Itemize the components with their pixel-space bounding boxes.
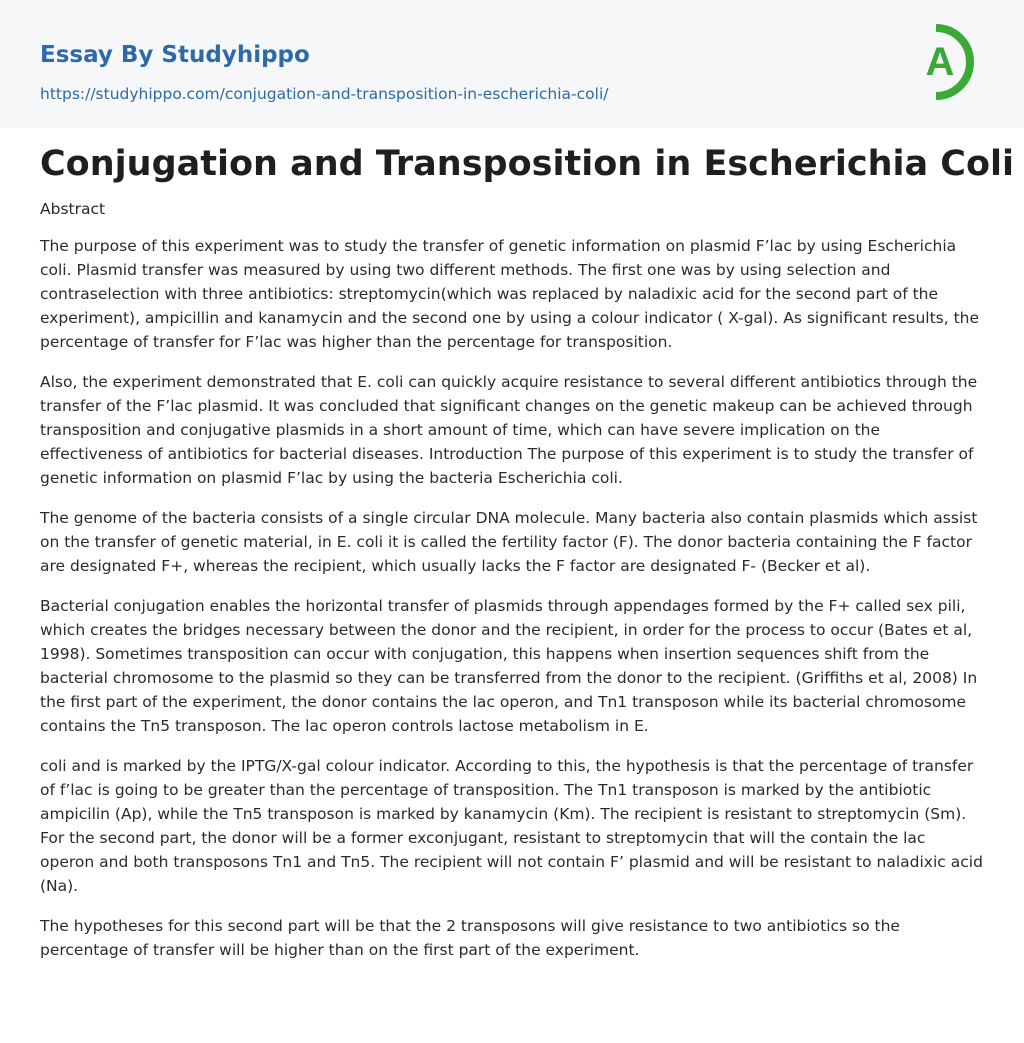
logo-icon[interactable] [912,18,988,106]
paragraph: The genome of the bacteria consists of a single circular DNA molecule. Many bacteria also contain plasmids which assist on the transfer of genetic material, in E. coli it is called the fertility factor (F). The donor bacteria containing the F factor are designated F+, whereas the recipient, which usually lacks the F factor are designated F- (Becker et al). [40,509,978,575]
logo-letter: A [925,40,955,84]
page-title: Conjugation and Transposition in Escherichia Coli [40,144,1015,184]
site-header [0,0,1024,128]
source-url-link[interactable]: https://studyhippo.com/conjugation-and-transposition-in-escherichia-coli/ [40,85,609,103]
paragraph: coli and is marked by the IPTG/X-gal colour indicator. According to this, the hypothesis is that the percentage of transfer of f’lac is going to be greater than the percentage of transposition. The Tn1 transposon is marked by the antibiotic ampicilin (Ap), while the Tn5 transposon is marked by kanamycin (Km). The recipient is resistant to streptomycin (Sm). For the second part, the donor will be a former exconjugant, resistant to streptomycin that will the contain the lac operon and both transposons Tn1 and Tn5. The recipient will not contain F’ plasmid and will be resistant to naladixic acid (Na). [40,757,983,895]
section-heading: Abstract [40,200,106,218]
essay-body [40,234,984,978]
paragraph: The hypotheses for this second part will be that the 2 transposons will give resistance to two antibiotics so the percentage of transfer will be higher than on the first part of the experiment. [40,917,900,959]
paragraph: Also, the experiment demonstrated that E. coli can quickly acquire resistance to several different antibiotics through the transfer of the F’lac plasmid. It was concluded that significant changes on the genetic makeup can be achieved through transposition and conjugative plasmids in a short amount of time, which can have severe implication on the effectiveness of antibiotics for bacterial diseases. Introduction The purpose of this experiment is to study the transfer of genetic information on plasmid F’lac by using the bacteria Escherichia coli. [40,373,978,487]
paragraph: The purpose of this experiment was to study the transfer of genetic information on plasmid F’lac by using Escherichia coli. Plasmid transfer was measured by using two different methods. The first one was by using selection and contraselection with three antibiotics: streptomycin(which was replaced by naladixic acid for the second part of the experiment), ampicillin and kanamycin and the second one by using a colour indicator ( X-gal). As significant results, the percentage of transfer for F’lac was higher than the percentage for transposition. [40,237,980,351]
site-brand[interactable]: Essay By Studyhippo [40,42,310,68]
paragraph: Bacterial conjugation enables the horizontal transfer of plasmids through appendages formed by the F+ called sex pili, which creates the bridges necessary between the donor and the recipient, in order for the process to occur (Bates et al, 1998). Sometimes transposition can occur with conjugation, this happens when insertion sequences shift from the bacterial chromosome to the plasmid so they can be transferred from the donor to the recipient. (Griffiths et al, 2008) In the first part of the experiment, the donor contains the lac operon, and Tn1 transposon while its bacterial chromosome contains the Tn5 transposon. The lac operon controls lactose metabolism in E. [40,597,978,735]
